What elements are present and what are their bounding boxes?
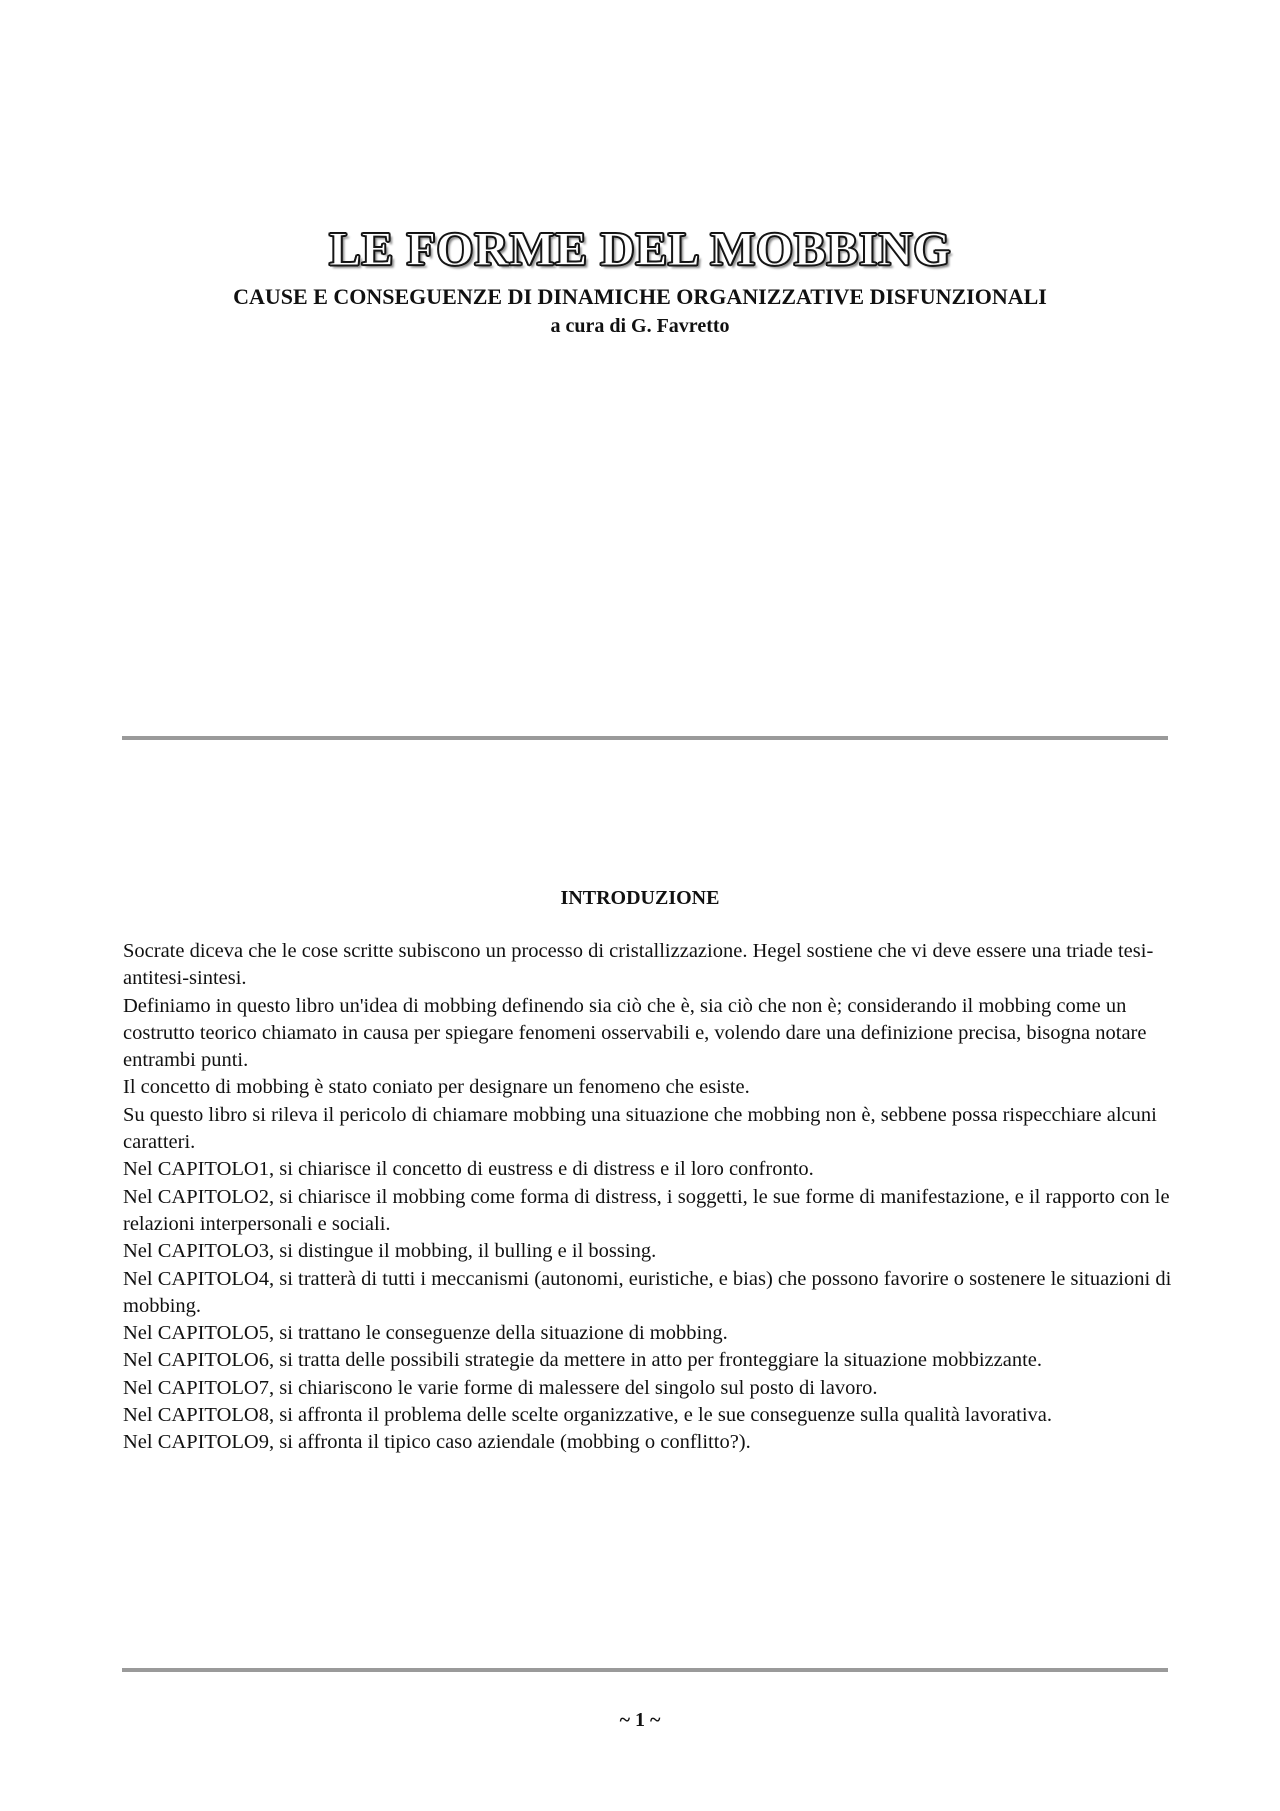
chapter-summary-3: Nel CAPITOLO3, si distingue il mobbing, il bulling e il bossing. [123, 1240, 657, 1263]
bottom-divider [122, 1668, 1168, 1672]
intro-paragraph: Su questo libro si rileva il pericolo di chiamare mobbing una situazione che mobbing non è, sebbene possa rispecchiare alcuni caratteri. [123, 1103, 1157, 1154]
intro-paragraph: Il concetto di mobbing è stato coniato per designare un fenomeno che esiste. [123, 1076, 750, 1099]
chapter-summary-8: Nel CAPITOLO8, si affronta il problema delle scelte organizzative, e le sue conseguenze sulla qualità lavorativa. [123, 1404, 1053, 1427]
document-subtitle: CAUSE E CONSEGUENZE DI DINAMICHE ORGANIZZATIVE DISFUNZIONALI [233, 284, 1047, 309]
introduction-heading: INTRODUZIONE [560, 887, 720, 909]
intro-paragraph: Definiamo in questo libro un'idea di mobbing definendo sia ciò che è, sia ciò che non è; considerando il mobbing come un costrutto teorico chiamato in causa per spiegare fenomeni osservabili e, volendo dare una definizione precisa, bisogna notare entrambi punti. [123, 994, 1147, 1072]
chapter-summary-5: Nel CAPITOLO5, si trattano le conseguenze della situazione di mobbing. [123, 1322, 728, 1345]
introduction-body [123, 938, 1173, 1457]
chapter-summary-6: Nel CAPITOLO6, si tratta delle possibili strategie da mettere in atto per fronteggiare la situazione mobbizzante. [123, 1349, 1042, 1372]
top-divider [122, 736, 1168, 740]
document-title: LE FORME DEL MOBBING [328, 223, 952, 276]
chapter-summary-4: Nel CAPITOLO4, si tratterà di tutti i meccanismi (autonomi, euristiche, e bias) che possono favorire o sostenere le situazioni di mobbing. [123, 1267, 1172, 1317]
chapter-summary-1: Nel CAPITOLO1, si chiarisce il concetto di eustress e di distress e il loro confronto. [123, 1158, 814, 1181]
chapter-summary-9: Nel CAPITOLO9, si affronta il tipico caso aziendale (mobbing o conflitto?). [123, 1431, 751, 1454]
chapter-summary-2: Nel CAPITOLO2, si chiarisce il mobbing come forma di distress, i soggetti, le sue forme di manifestazione, e il rapporto con le relazioni interpersonali e sociali. [123, 1185, 1170, 1235]
title-block [0, 222, 1280, 340]
intro-paragraph: Socrate diceva che le cose scritte subiscono un processo di cristallizzazione. Hegel sostiene che vi deve essere una triade tesi-antitesi-sintesi. [123, 940, 1154, 990]
page-number: ~ 1 ~ [619, 1709, 661, 1731]
document-editor: a cura di G. Favretto [550, 315, 730, 337]
chapter-summary-7: Nel CAPITOLO7, si chiariscono le varie forme di malessere del singolo sul posto di lavoro. [123, 1376, 878, 1399]
